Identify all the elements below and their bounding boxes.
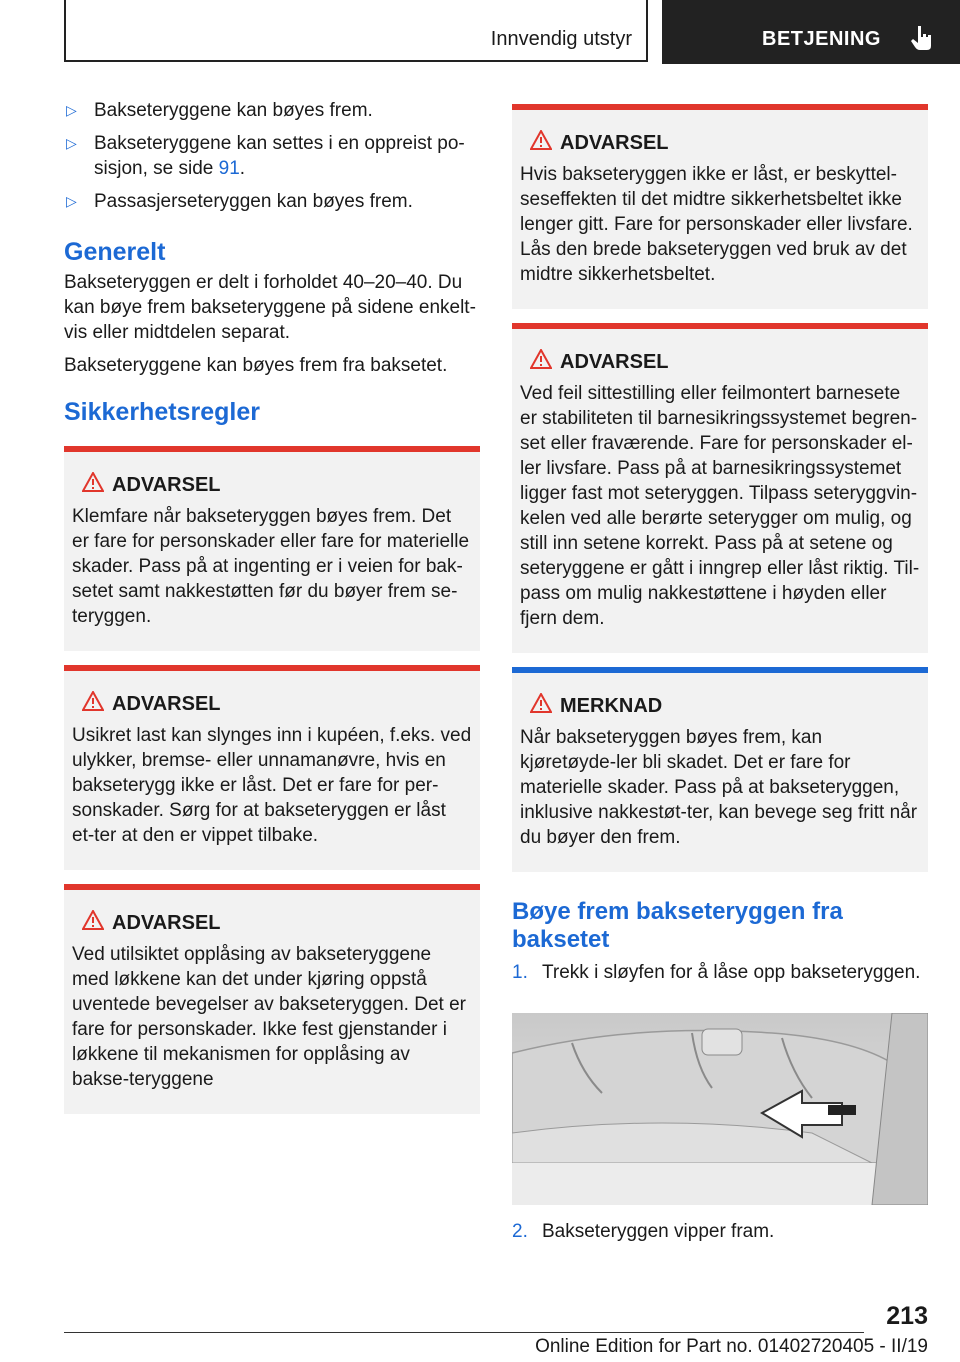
page-number: 213: [886, 1302, 928, 1330]
footer-divider: [64, 1332, 864, 1333]
warning-title: ADVARSEL: [560, 132, 669, 154]
triangle-bullet-icon: ▷: [66, 193, 77, 209]
warning-text: Ved utilsiktet opplåsing av bakseteryggene med løkkene kan det under kjøring oppstå uventede bevegelser av bakseteryggen. Det er fare for personskader. Ikke fest gjenstander i løkkene til mekanismen for opplåsing av bakse-teryggene: [72, 944, 466, 1090]
section-title: Innvendig utstyr: [490, 28, 632, 50]
chapter-tab: [662, 0, 960, 64]
heading-fold-seat: Bøye frem bakseteryggen fra baksetet: [512, 898, 843, 953]
warning-text: Klemfare når bakseteryggen bøyes frem. Det er fare for personskader eller fare for materielle skader. Pass på at ingenting er i veien for bak-setet samt nakkestøtten før du bøyer frem se-teryggen.: [72, 506, 470, 627]
right-column: [512, 104, 928, 1244]
list-item: ▷ Bakseteryggene kan bøyes frem.: [66, 100, 373, 121]
warning-icon: [82, 472, 104, 492]
warning-icon: [530, 349, 552, 369]
triangle-bullet-icon: ▷: [66, 135, 77, 151]
seat-illustration: [512, 1013, 928, 1205]
section-tab: [64, 0, 648, 62]
chapter-title: BETJENING: [762, 28, 881, 50]
rear-seat-image: [512, 1013, 928, 1205]
warning-icon: [82, 910, 104, 930]
warning-box: [64, 884, 480, 1114]
warning-box: [64, 446, 480, 651]
warning-title: ADVARSEL: [112, 474, 221, 496]
warning-title: ADVARSEL: [112, 912, 221, 934]
warning-text: Hvis bakseteryggen ikke er låst, er beskyttel-seseffekten til det midtre sikkerhetsbeltet ikke lenger gitt. Fare for personskader eller livsfare. Lås den brede bakseteryggen ved bruk av det midtre sikkerhetsbeltet.: [520, 164, 913, 285]
warning-text: Ved feil sittestilling eller feilmontert barnesete er stabiliteten til barnesikringssystemet begren-set eller fraværende. Fare for personskader el-ler livsfare. Pass på at barnesikringssystemet ligger fast mot seteryggen. Tilpass seteryggvin-kelen ved alle berørte seterygger om mulig, og still inn setene korrekt. Pass på at setene og seteryggene er gått i inngrep eller låst riktig. Til-pass om mulig nakkestøttene i høyden eller fjern dem.: [520, 383, 920, 629]
hand-pointer-icon: [908, 24, 936, 52]
heading-generelt: Generelt: [64, 238, 166, 266]
warning-box: [512, 323, 928, 653]
warning-box: [512, 104, 928, 309]
general-paragraph: Bakseteryggen er delt i forholdet 40–20–40. Du kan bøye frem bakseteryggene på sidene enkelt-vis eller midtdelen separat.: [64, 272, 476, 343]
note-title: MERKNAD: [560, 695, 663, 717]
page-header: [0, 0, 960, 66]
warning-icon: [82, 691, 104, 711]
warning-title: ADVARSEL: [112, 693, 221, 715]
warning-icon: [530, 130, 552, 150]
general-paragraph: Bakseteryggene kan bøyes frem fra baksetet.: [64, 355, 448, 376]
list-item: ▷ Bakseteryggene kan settes i en oppreist po-sisjon, se side 91.: [66, 133, 465, 179]
heading-sikkerhetsregler: Sikkerhetsregler: [64, 398, 260, 426]
note-box: [512, 667, 928, 872]
warning-title: ADVARSEL: [560, 351, 669, 373]
note-text: Når bakseteryggen bøyes frem, kan kjøretøyde-ler bli skadet. Det er fare for materielle skader. Pass på at bakseteryggen, inklusive nakkestøt-ter, kan bevege seg fritt når du bøyer den frem.: [520, 727, 918, 848]
step-item: 1. Trekk i sløyfen for å låse opp bakseteryggen.: [512, 962, 921, 983]
triangle-bullet-icon: ▷: [66, 102, 77, 118]
list-item: ▷ Passasjerseteryggen kan bøyes frem.: [66, 191, 413, 212]
warning-icon: [530, 693, 552, 713]
edition-text: Online Edition for Part no. 01402720405 - II/19: [535, 1336, 928, 1357]
page-link[interactable]: 91: [218, 158, 240, 179]
warning-box: [64, 665, 480, 870]
step-item: 2. Bakseteryggen vipper fram.: [512, 1221, 775, 1242]
left-column: [64, 98, 480, 1114]
warning-text: Usikret last kan slynges inn i kupéen, f.eks. ved ulykker, bremse- eller unnamanøvre, hvis en bakseterygg ikke er låst. Det er fare for per-sonskader. Sørg for at bakseteryggen er låst et-ter at den er vippet tilbake.: [72, 725, 472, 846]
